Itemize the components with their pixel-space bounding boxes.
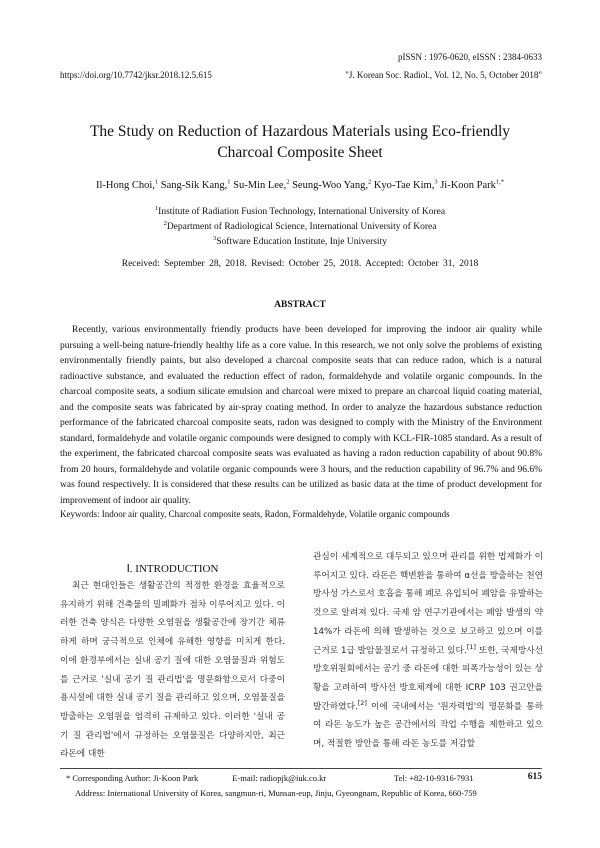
author-name: Su-Min Lee, (233, 180, 287, 191)
author-affiliation-mark: 1 (227, 178, 231, 186)
author-affiliation-mark: 3 (434, 178, 438, 186)
author-name: Seung-Woo Yang, (292, 180, 368, 191)
author-affiliation-mark: 1 (154, 178, 159, 186)
affiliation-mark: 1 (154, 204, 159, 212)
affiliation-text: Software Education Institute, Inje University (216, 237, 387, 247)
intro-text: 관심이 세계적으로 대두되고 있으며 관리를 위한 법제화가 이루어지고 있다. 라돈은 핵변환을 통하여 α선을 방출하는 천연방사성 가스로서 호흡을 통해 폐로 유입되어 폐암을 유발하는 것으로 알려져 있다. 국제 암 연구기관에서는 폐암 발생의 약 14%가 라돈에 의해 발생하는 것으로 보고하고 있으며 이를 근거로 1급 발암물질로서 규정하고 있다. (313, 552, 543, 656)
affiliation-mark: 3 (213, 234, 217, 242)
affiliation-2 (40, 219, 560, 232)
corresponding-author: * Corresponding Author: Ji-Koon Park E-mail: radiopjk@iuk.co.kr Tel: +82-10-9316-7931 (66, 773, 474, 783)
author-name: Sang-Sik Kang, (160, 180, 228, 191)
introduction-right-column (313, 548, 543, 754)
footer-divider (60, 768, 542, 769)
author-address: Address: International University of Korea, sangmun-ri, Munsan-eup, Jinju, Gyeongnam, Republic of Korea, 660-759 (75, 788, 477, 798)
author-affiliation-mark: 2 (286, 178, 290, 186)
abstract-heading: ABSTRACT (274, 300, 326, 310)
affiliation-mark: 2 (163, 219, 167, 227)
citation-ref[interactable]: [2] (357, 698, 367, 707)
abstract-body: Recently, various environmentally friendly products have been developed for improving the indoor air quality while pursuing a well-being nature-friendly healthy life as a core value. In this research, we not only solve the problems of existing environmentally friendly paints, but also developed a charcoal composite seats that can reduce radon, which is a natural radioactive substance, and evaluated the reduction effect of radon, formaldehyde and volatile organic compounds. In the charcoal composite seats, a sodium silicate emulsion and charcoal were mixed to prepare an charcoal liquid coating material, and the composite seats was fabricated by air-spray coating method. In order to analyze the hazardous substance reduction performance of the fabricated charcoal composite seats, radon was designed to comply with the Ministry of the Environment standard, formaldehyde and volatile organic compounds were designed to comply with KCL-FIR-1085 standard. As a result of the experiment, the fabricated charcoal composite seats was evaluated as having a radon reduction capability of about 90.8% from 20 hours, formaldehyde and volatile organic compounds were 3 hours, and the reduction capability of 96.7% and 96.6% was found respectively. It is considered that these results can be utilized as basic data at the time of product development for improvement of indoor air quality. (60, 325, 542, 506)
journal-citation: "J. Korean Soc. Radiol., Vol. 12, No. 5, October 2018" (345, 70, 542, 80)
affiliation-1 (40, 204, 560, 217)
submission-dates: Received: September 28, 2018. Revised: October 25, 2018. Accepted: October 31, 2018 (121, 259, 479, 269)
intro-text: 또한, 국제방사선방호위원회에서는 공기 중 라돈에 대한 피폭가능성이 있는 상황을 고려하여 방사선 방호체계에 대한 ICRP 103 권고안을 발간하였다. (313, 645, 543, 712)
title-line-1: The Study on Reduction of Hazardous Materials using Eco-friendly (89, 123, 511, 140)
doi-link[interactable]: https://doi.org/10.7742/jksr.2018.12.5.615 (60, 70, 212, 80)
title-line-2: Charcoal Composite Sheet (217, 144, 383, 161)
affiliation-text: Department of Radiological Science, International University of Korea (166, 222, 437, 232)
paper-title (40, 121, 560, 163)
author-name: Ji-Koon Park (440, 180, 496, 191)
section-title-introduction: Ⅰ. INTRODUCTION (126, 563, 219, 575)
author-list (40, 180, 560, 191)
author-name: Il-Hong Choi, (95, 180, 155, 191)
introduction-left-column: 최근 현대인들은 생활공간의 적정한 환경을 효율적으로 유지하기 위해 건축물의 밀폐화가 점차 이루어지고 있다. 이러한 건축 양식은 다양한 오염원을 생활공간에 장기간 체류하게 하며 궁극적으로 인체에 유해한 영향을 미치게 한다. 이에 환경부에서는 실내 공기 질에 대한 오염물질과 위험도를 근거로 '실내 공기 질 관리법'을 명문화함으로서 다중이용시설에 대한 실내 공기 질을 관리하고 있으며, 오염물질을 방출하는 오염원을 엄격히 규제하고 있다. 이러한 '실내 공기 질 관리법'에서 규정하는 오염물질은 다양하지만, 최근 라돈에 대한 (60, 581, 285, 760)
author-name: Kyo-Tae Kim, (373, 180, 435, 191)
footer-notes (60, 773, 542, 798)
author-affiliation-mark: 2 (367, 178, 372, 186)
affiliation-text: Institute of Radiation Fusion Technology, International University of Korea (158, 207, 446, 217)
citation-ref[interactable]: [1] (466, 642, 476, 651)
keywords: Keywords: Indoor air quality, Charcoal composite seats, Radon, Formaldehyde, Volatile organic compounds (60, 509, 450, 519)
affiliation-3 (40, 234, 560, 247)
issn-line: pISSN : 1976-0620, eISSN : 2384-0633 (397, 52, 542, 62)
author-affiliation-mark: 1,* (495, 178, 505, 186)
page-number: 615 (527, 772, 542, 782)
intro-text: 이에 국내에서는 '원자력법'의 명문화를 통하여 라돈 농도가 높은 공간에서의 작업 수행을 제한하고 있으며, 적절한 방안을 통해 라돈 농도를 저감할 (313, 701, 543, 750)
